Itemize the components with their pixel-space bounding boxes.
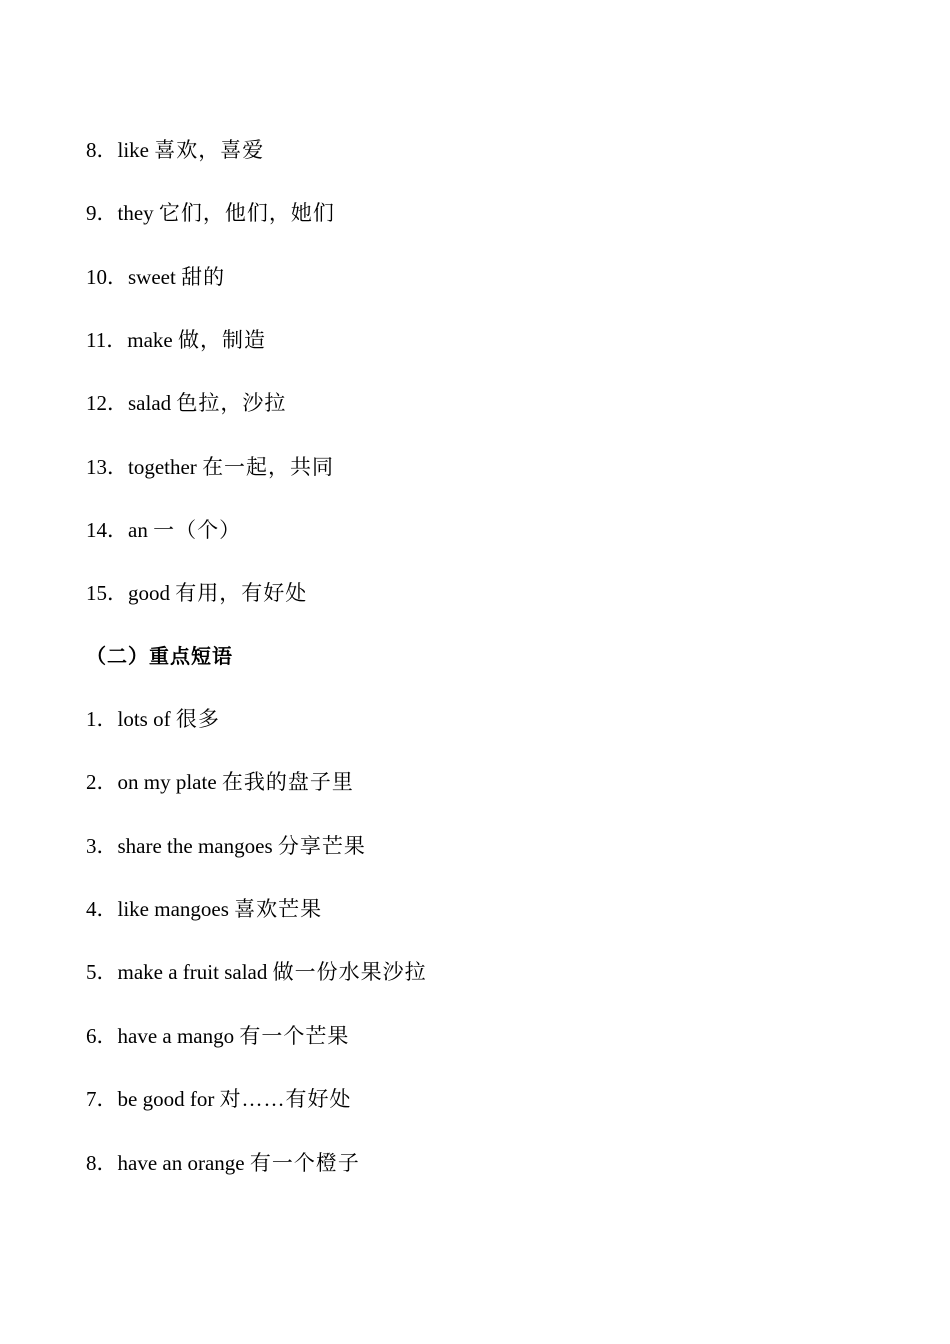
item-chinese: 在一起，共同 [202,455,335,479]
item-chinese: 甜的 [181,265,226,289]
item-chinese: 做，制造 [177,328,266,352]
item-number: 13 [86,455,107,479]
phrase-item: 8．have an orange 有一个橙子 [86,1151,360,1175]
vocab-item: 9．they 它们，他们，她们 [86,201,335,225]
item-number: 11 [86,328,107,352]
item-chinese: 做一份水果沙拉 [272,960,427,984]
item-english: like mangoes [117,897,229,921]
item-english: share the mangoes [117,834,273,858]
item-number: 8 [86,1151,97,1175]
vocab-item: 12．salad 色拉，沙拉 [86,391,287,415]
item-number: 14 [86,518,107,542]
item-english: have an orange [117,1151,245,1175]
item-number: 1 [86,707,97,731]
item-number: 2 [86,770,97,794]
item-chinese: 在我的盘子里 [221,770,354,794]
phrase-item: 7．be good for 对……有好处 [86,1087,352,1111]
item-number: 4 [86,897,97,921]
item-chinese: 有一个芒果 [239,1024,350,1048]
phrase-item: 3．share the mangoes 分享芒果 [86,834,366,858]
item-chinese: 喜欢，喜爱 [154,138,265,162]
vocab-item: 10．sweet 甜的 [86,265,226,289]
item-english: lots of [117,707,171,731]
item-chinese: 有用，有好处 [175,581,308,605]
item-english: an [128,518,148,542]
item-chinese: 它们，他们，她们 [158,201,335,225]
item-number: 5 [86,960,97,984]
vocab-item: 13．together 在一起，共同 [86,455,335,479]
item-english: together [128,455,197,479]
item-number: 9 [86,201,97,225]
item-chinese: 很多 [175,707,220,731]
item-chinese: 分享芒果 [277,834,366,858]
item-chinese: 喜欢芒果 [234,897,323,921]
item-number: 3 [86,834,97,858]
item-number: 6 [86,1024,97,1048]
phrase-item: 6．have a mango 有一个芒果 [86,1024,350,1048]
vocab-item: 15．good 有用，有好处 [86,581,308,605]
item-english: make [127,328,173,352]
item-number: 10 [86,265,107,289]
item-english: like [117,138,149,162]
item-number: 12 [86,391,107,415]
item-number: 7 [86,1087,97,1111]
item-number: 8 [86,138,97,162]
item-english: make a fruit salad [117,960,268,984]
phrase-item: 5．make a fruit salad 做一份水果沙拉 [86,960,427,984]
section-heading: （二）重点短语 [86,646,233,668]
item-chinese: 有一个橙子 [249,1151,360,1175]
item-chinese: 一（个） [153,518,242,542]
vocab-item: 11．make 做，制造 [86,328,266,352]
vocab-item: 8．like 喜欢，喜爱 [86,138,265,162]
phrase-item: 4．like mangoes 喜欢芒果 [86,897,323,921]
item-english: good [128,581,170,605]
item-english: have a mango [117,1024,235,1048]
item-english: sweet [128,265,176,289]
item-english: salad [128,391,172,415]
phrase-item: 2．on my plate 在我的盘子里 [86,770,354,794]
item-chinese: 对……有好处 [219,1087,352,1111]
vocab-item: 14．an 一（个） [86,518,242,542]
item-english: on my plate [117,770,217,794]
item-number: 15 [86,581,107,605]
item-english: be good for [117,1087,215,1111]
phrase-item: 1．lots of 很多 [86,707,220,731]
item-chinese: 色拉，沙拉 [176,391,287,415]
item-english: they [117,201,154,225]
